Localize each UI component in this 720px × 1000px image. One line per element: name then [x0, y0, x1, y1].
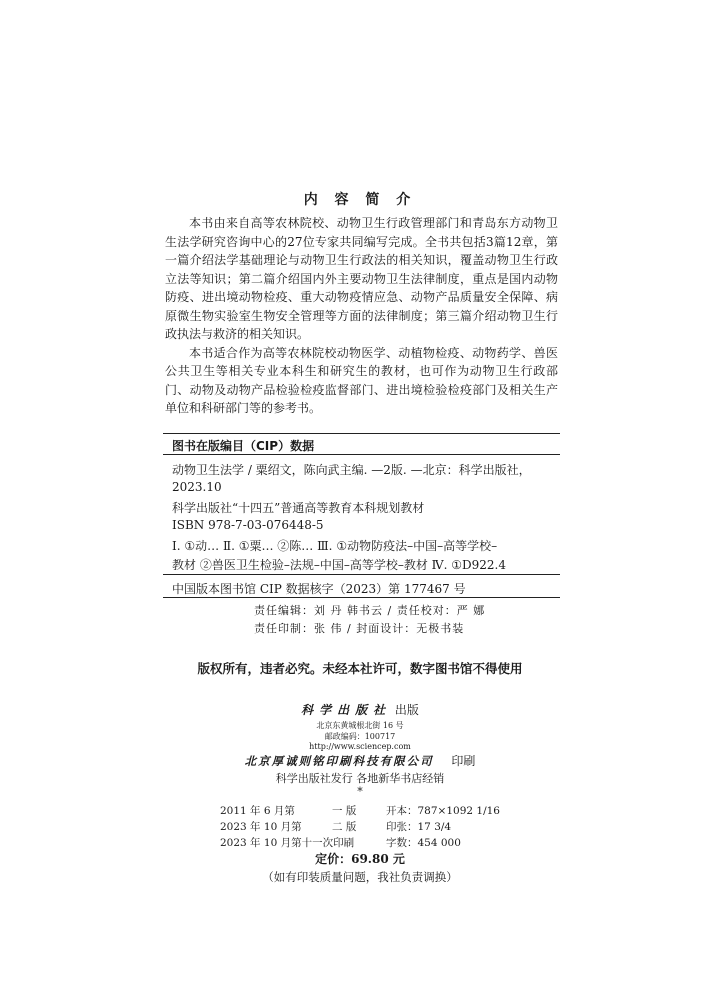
cip-line-isbn: ISBN 978-7-03-076448-5	[172, 518, 324, 532]
publisher-name: 科学出版社	[301, 703, 392, 717]
edition-spec: 字数：454 000	[386, 837, 461, 849]
edition-date: 2023 年 10 月第十一次印刷	[220, 837, 355, 849]
printer-name: 北京厚诚则铭印刷科技有限公司	[244, 754, 434, 768]
edition-row	[220, 819, 451, 834]
cip-line-title: 动物卫生法学 / 粟绍文，陈向武主编. —2版. —北京：科学出版社，	[172, 463, 531, 477]
cip-bottom-rule	[163, 597, 560, 598]
cip-line-subjects-1: Ⅰ. ①动… Ⅱ. ①粟… ②陈… Ⅲ. ①动物防疫法–中国–高等学校–	[172, 539, 498, 553]
quality-note: （如有印装质量问题，我社负责调换）	[262, 870, 458, 884]
edition-spec: 印张：17 3/4	[386, 821, 452, 833]
cip-line-record: 中国版本图书馆 CIP 数据核字（2023）第 177467 号	[172, 582, 466, 596]
edition-number: 一 版	[332, 805, 357, 817]
edition-row	[220, 835, 461, 850]
edition-date: 2011 年 6 月第	[220, 805, 295, 817]
summary-paragraph-2: 本书适合作为高等农林院校动物医学、动植物检疫、动物药学、兽医公共卫生等相关专业本科生和研究生的教材，也可作为动物卫生行政部门、动物及动物产品检验检疫监督部门、进出境检验检疫部门及相关生产单位和科研部门等的参考书。	[165, 345, 558, 415]
section-title: 内 容 简 介	[303, 192, 417, 208]
summary-paragraph-1: 本书由来自高等农林院校、动物卫生行政管理部门和青岛东方动物卫生法学研究咨询中心的27位专家共同编写完成。全书共包括3篇12章，第一篇介绍法学基础理论与动物卫生行政法的相关知识，覆盖动物卫生行政立法等知识；第二篇介绍国内外主要动物卫生法律制度，重点是国内动物防疫、进出境动物检疫、重大动物疫情应急、动物产品质量安全保障、病原微生物实验室生物安全管理等方面的法律制度；第三篇介绍动物卫生行政执法与救济的相关知识。	[165, 216, 558, 341]
edition-row	[220, 803, 500, 818]
publisher-suffix: 出版	[394, 703, 419, 717]
printer-suffix: 印刷	[451, 754, 476, 768]
copyright-notice: 版权所有，违者必究。未经本社许可，数字图书馆不得使用	[197, 661, 523, 676]
cip-line-subjects-2: 教材 ②兽医卫生检验–法规–中国–高等学校–教材 Ⅳ. ①D922.4	[172, 558, 506, 572]
cip-heading-rule	[163, 454, 560, 455]
separator-star: *	[357, 785, 363, 798]
cip-line-series: 科学出版社“十四五”普通高等教育本科规划教材	[172, 501, 425, 515]
printer-line	[0, 752, 720, 769]
cip-line-year: 2023.10	[172, 480, 222, 494]
price: 定价：69.80 元	[315, 852, 405, 866]
cip-top-rule	[163, 433, 560, 434]
publisher-line	[0, 701, 720, 718]
publisher-url: http://www.sciencep.com	[309, 742, 411, 751]
edition-number: 二 版	[332, 821, 357, 833]
summary-text	[165, 214, 558, 418]
cip-heading: 图书在版编目（CIP）数据	[172, 439, 315, 453]
publisher-address: 北京东黄城根北街 16 号	[316, 721, 404, 730]
cip-mid-rule	[163, 574, 560, 575]
staff-production: 责任印制：张 伟 / 封面设计：无极书装	[254, 622, 465, 635]
staff-editors: 责任编辑：刘 丹 韩书云 / 责任校对：严 娜	[254, 604, 486, 617]
publisher-postcode: 邮政编码：100717	[324, 732, 396, 741]
edition-spec: 开本：787×1092 1/16	[386, 805, 500, 817]
edition-date: 2023 年 10 月第	[220, 821, 302, 833]
distribution-line: 科学出版社发行 各地新华书店经销	[275, 772, 445, 785]
